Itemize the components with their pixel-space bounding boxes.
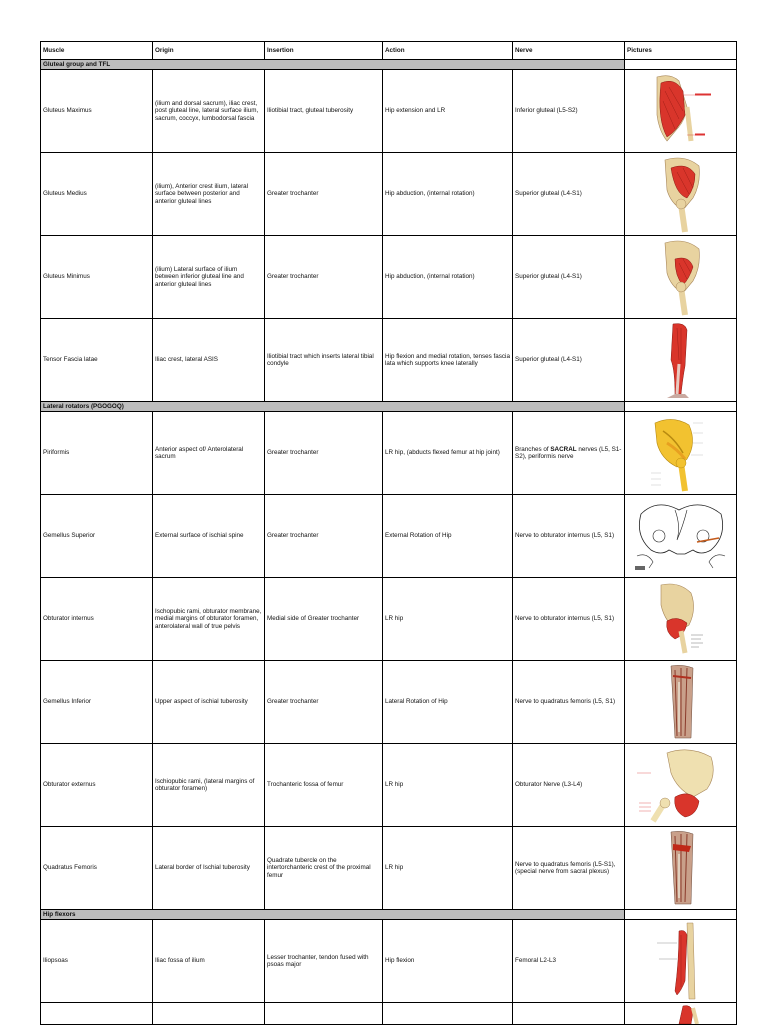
origin-cell: External surface of ischial spine [153,495,265,578]
muscle-name: Gluteus Medius [41,153,153,236]
origin-cell: Lateral border of Ischial tuberosity [153,827,265,910]
origin-cell: (ilium) Lateral surface of ilium between inferior gluteal line and anterior gluteal lines [153,236,265,319]
nerve-cell: Branches of SACRAL nerves (L5, S1-S2), periformis nerve [513,412,625,495]
table-row [41,153,737,236]
nerve-cell: Inferior gluteal (L5-S2) [513,70,625,153]
insertion-cell: Iliotibial tract, gluteal tuberosity [265,70,383,153]
group-row-gluteal [41,60,737,70]
action-cell: Hip abduction, (internal rotation) [383,153,513,236]
nerve-cell: Superior gluteal (L4-S1) [513,319,625,402]
group-heading: Hip flexors [41,910,625,920]
header-action: Action [383,42,513,60]
group-heading: Gluteal group and TFL [41,60,625,70]
muscle-name: Gemellus Superior [41,495,153,578]
action-cell: Lateral Rotation of Hip [383,661,513,744]
table-row [41,827,737,910]
insertion-cell: Quadrate tubercle on the intertorchanteric crest of the proximal femur [265,827,383,910]
table-row [41,744,737,827]
origin-cell: Upper aspect of ischial tuberosity [153,661,265,744]
table-row [41,578,737,661]
piriformis-illustration [627,413,737,493]
table-header-row [41,42,737,60]
muscle-name: Obturator internus [41,578,153,661]
table-row [41,70,737,153]
header-nerve: Nerve [513,42,625,60]
insertion-cell: Greater trochanter [265,495,383,578]
origin-cell: Anterior aspect of/ Anterolateral sacrum [153,412,265,495]
nerve-cell: Nerve to obturator internus (L5, S1) [513,578,625,661]
muscle-name: Gluteus Minimus [41,236,153,319]
table-row [41,236,737,319]
origin-cell: Iliac crest, lateral ASIS [153,319,265,402]
muscle-name: Iliopsoas [41,920,153,1003]
gemellus-superior-illustration [627,496,737,576]
insertion-cell: Greater trochanter [265,661,383,744]
nerve-cell: Obturator Nerve (L3-L4) [513,744,625,827]
table-row [41,495,737,578]
nerve-cell: Nerve to obturator internus (L5, S1) [513,495,625,578]
obturator-internus-illustration [627,579,737,659]
insertion-cell: Trochanteric fossa of femur [265,744,383,827]
obturator-externus-illustration [627,745,737,825]
insertion-cell: Greater trochanter [265,236,383,319]
next-row-illustration [627,1004,737,1024]
action-cell: Hip flexion [383,920,513,1003]
action-cell: Hip abduction, (internal rotation) [383,236,513,319]
group-row-lateral [41,402,737,412]
action-cell: LR hip, (abducts flexed femur at hip joint) [383,412,513,495]
insertion-cell: Iliotibial tract which inserts lateral tibial condyle [265,319,383,402]
gluteus-minimus-illustration [627,237,737,317]
action-cell: Hip flexion and medial rotation, tenses fascia lata which supports knee laterally [383,319,513,402]
table-row [41,920,737,1003]
group-heading: Lateral rotators (PGOGOQ) [41,402,625,412]
gluteus-maximus-illustration [627,71,737,151]
muscle-name: Tensor Fascia latae [41,319,153,402]
table-row [41,661,737,744]
nerve-cell: Superior gluteal (L4-S1) [513,153,625,236]
header-muscle: Muscle [41,42,153,60]
nerve-cell: Superior gluteal (L4-S1) [513,236,625,319]
gluteus-medius-illustration [627,154,737,234]
origin-cell: (ilium), Anterior crest ilium, lateral surface between posterior and anterior gluteal lines [153,153,265,236]
action-cell: LR hip [383,578,513,661]
insertion-cell: Greater trochanter [265,412,383,495]
insertion-cell: Medial side of Greater trochanter [265,578,383,661]
group-row-flexors [41,910,737,920]
table-row [41,319,737,402]
origin-cell: (ilium and dorsal sacrum), iliac crest, post gluteal line, lateral surface ilium, sacrum, coccyx, lumbodorsal fascia [153,70,265,153]
nerve-cell: Nerve to quadratus femoris (L5-S1), (special nerve from sacral plexus) [513,827,625,910]
origin-cell: Iliac fossa of ilium [153,920,265,1003]
muscle-name: Gluteus Maximus [41,70,153,153]
table-row [41,1003,737,1025]
insertion-cell: Greater trochanter [265,153,383,236]
origin-cell: Ischiopubic rami, (lateral margins of obturator foramen) [153,744,265,827]
quadratus-femoris-illustration [627,828,737,908]
table-row [41,412,737,495]
action-cell: Hip extension and LR [383,70,513,153]
muscle-name: Obturator externus [41,744,153,827]
header-pictures: Pictures [625,42,737,60]
iliopsoas-illustration [627,921,737,1001]
action-cell: LR hip [383,744,513,827]
insertion-cell: Lesser trochanter, tendon fused with psoas major [265,920,383,1003]
origin-cell: Ischopubic rami, obturator membrane, medial margins of obturator foramen, anterolateral wall of true pelvis [153,578,265,661]
muscle-name: Piriformis [41,412,153,495]
gemellus-inferior-illustration [627,662,737,742]
muscle-name: Quadratus Femoris [41,827,153,910]
nerve-cell: Femoral L2-L3 [513,920,625,1003]
header-insertion: Insertion [265,42,383,60]
action-cell: LR hip [383,827,513,910]
muscle-table [40,41,737,1025]
tensor-fascia-latae-illustration [627,320,737,400]
muscle-name: Gemellus Inferior [41,661,153,744]
nerve-cell: Nerve to quadratus femoris (L5, S1) [513,661,625,744]
action-cell: External Rotation of Hip [383,495,513,578]
header-origin: Origin [153,42,265,60]
